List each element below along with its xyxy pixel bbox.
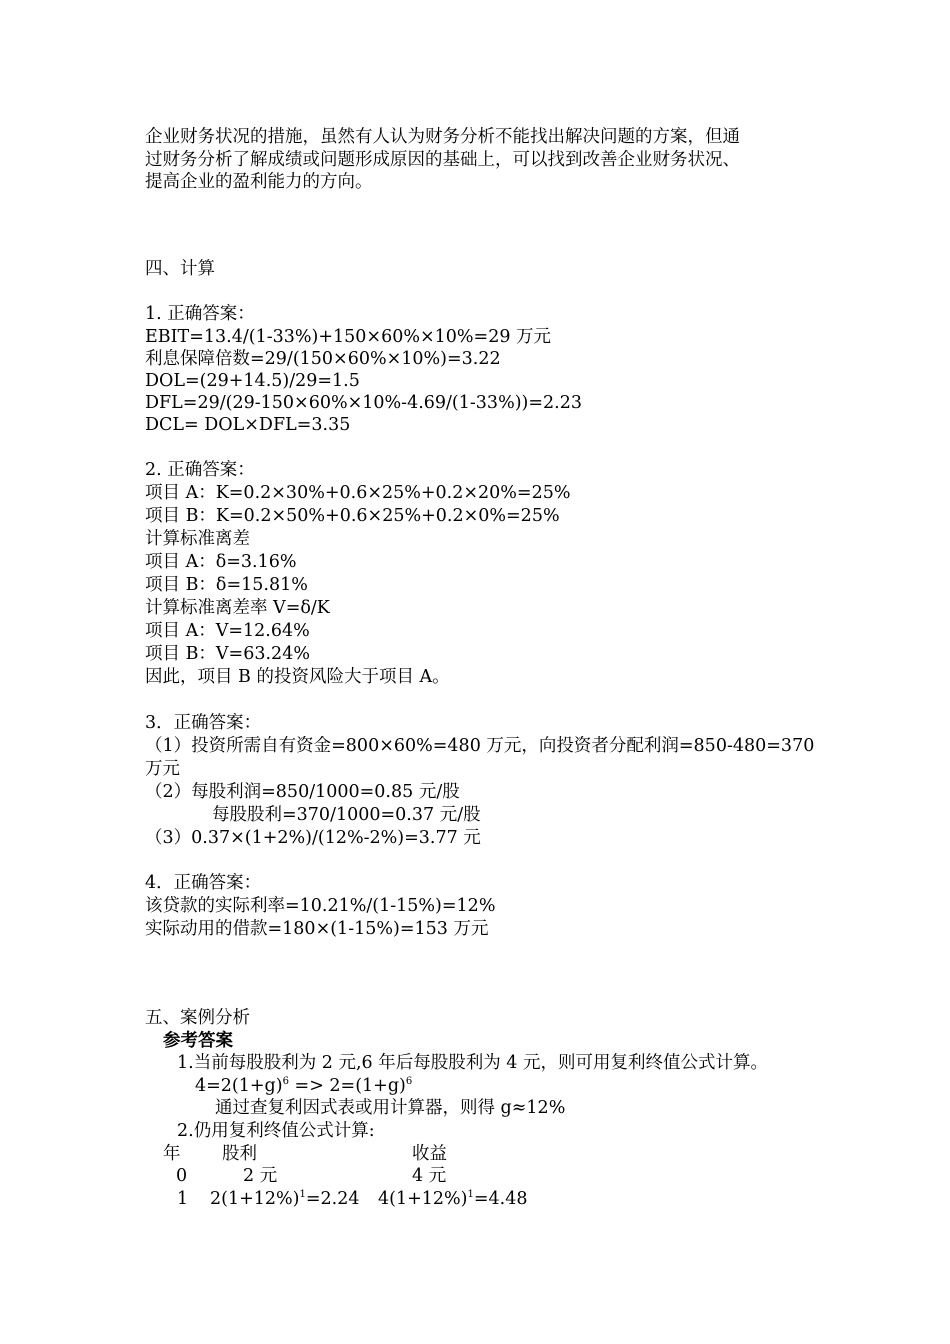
answer-line: 每股股利=370/1000=0.37 元/股 xyxy=(212,805,481,825)
table-cell: 2 元 xyxy=(243,1166,278,1186)
answer-line: 项目 B：V=63.24% xyxy=(145,644,310,664)
table-cell: $2(1+12\%)^1=2.24$ xyxy=(210,1189,360,1209)
answer-line: 利息保障倍数=29/(150×60%×10%)=3.22 xyxy=(145,349,501,369)
question-heading: 3．正确答案： xyxy=(145,713,262,733)
section-heading: 五、案例分析 xyxy=(145,1008,250,1028)
paragraph-line: 企业财务状况的措施，虽然有人认为财务分析不能找出解决问题的方案，但通 xyxy=(145,127,740,147)
answer-line: 计算标准离差 xyxy=(145,529,250,549)
question-heading: 2. 正确答案： xyxy=(145,460,255,480)
answer-line: 因此，项目 B 的投资风险大于项目 A。 xyxy=(145,667,450,687)
question-heading: 1. 正确答案： xyxy=(145,304,255,324)
table-cell: 1 xyxy=(177,1189,189,1209)
answer-line: 计算标准离差率 V=δ/K xyxy=(145,598,330,618)
section-heading: 四、计算 xyxy=(145,259,215,279)
answer-line: 项目 B：δ=15.81% xyxy=(145,575,308,595)
table-header-year: 年 xyxy=(163,1144,181,1164)
answer-line: EBIT=13.4/(1-33%)+150×60%×10%=29 万元 xyxy=(145,327,552,347)
answer-line: DCL= DOL×DFL=3.35 xyxy=(145,415,351,435)
answer-line: 该贷款的实际利率=10.21%/(1-15%)=12% xyxy=(145,896,496,916)
answer-line: （3）0.37×(1+2%)/(12%-2%)=3.77 元 xyxy=(145,828,481,848)
table-cell: 4 元 xyxy=(412,1166,447,1186)
reference-answer-heading: 参考答案 xyxy=(163,1031,233,1051)
table-header-income: 收益 xyxy=(412,1144,447,1164)
table-cell: $4(1+12\%)^1=4.48$ xyxy=(378,1189,528,1209)
answer-line: 项目 A：δ=3.16% xyxy=(145,552,297,572)
answer-line: DFL=29/(29-150×60%×10%-4.69/(1-33%))=2.23 xyxy=(145,393,582,413)
paragraph-line: 提高企业的盈利能力的方向。 xyxy=(145,172,373,192)
paragraph-line: 过财务分析了解成绩或问题形成原因的基础上，可以找到改善企业财务状况、 xyxy=(145,150,740,170)
answer-line: 项目 A：K=0.2×30%+0.6×25%+0.2×20%=25% xyxy=(145,483,571,503)
answer-line: 万元 xyxy=(145,759,180,779)
answer-line: （1）投资所需自有资金=800×60%=480 万元，向投资者分配利润=850-480=370 xyxy=(145,736,815,756)
table-cell: 0 xyxy=(176,1166,188,1186)
table-header-dividend: 股利 xyxy=(222,1144,257,1164)
answer-line: （2）每股利润=850/1000=0.85 元/股 xyxy=(145,782,460,802)
question-heading: 4．正确答案： xyxy=(145,873,262,893)
formula: $4=2(1+g)^6 => 2=(1+g)^6$ xyxy=(195,1076,413,1096)
answer-line: 实际动用的借款=180×(1-15%)=153 万元 xyxy=(145,919,489,939)
answer-line: 项目 B：K=0.2×50%+0.6×25%+0.2×0%=25% xyxy=(145,506,560,526)
answer-line: 1.当前每股股利为 2 元,6 年后每股股利为 4 元，则可用复利终值公式计算。 xyxy=(177,1053,768,1073)
answer-line: 项目 A：V=12.64% xyxy=(145,621,310,641)
answer-line: 2.仍用复利终值公式计算: xyxy=(177,1121,375,1141)
answer-line: 通过查复利因式表或用计算器，则得 g≈12% xyxy=(215,1098,566,1118)
answer-line: DOL=(29+14.5)/29=1.5 xyxy=(145,371,360,391)
